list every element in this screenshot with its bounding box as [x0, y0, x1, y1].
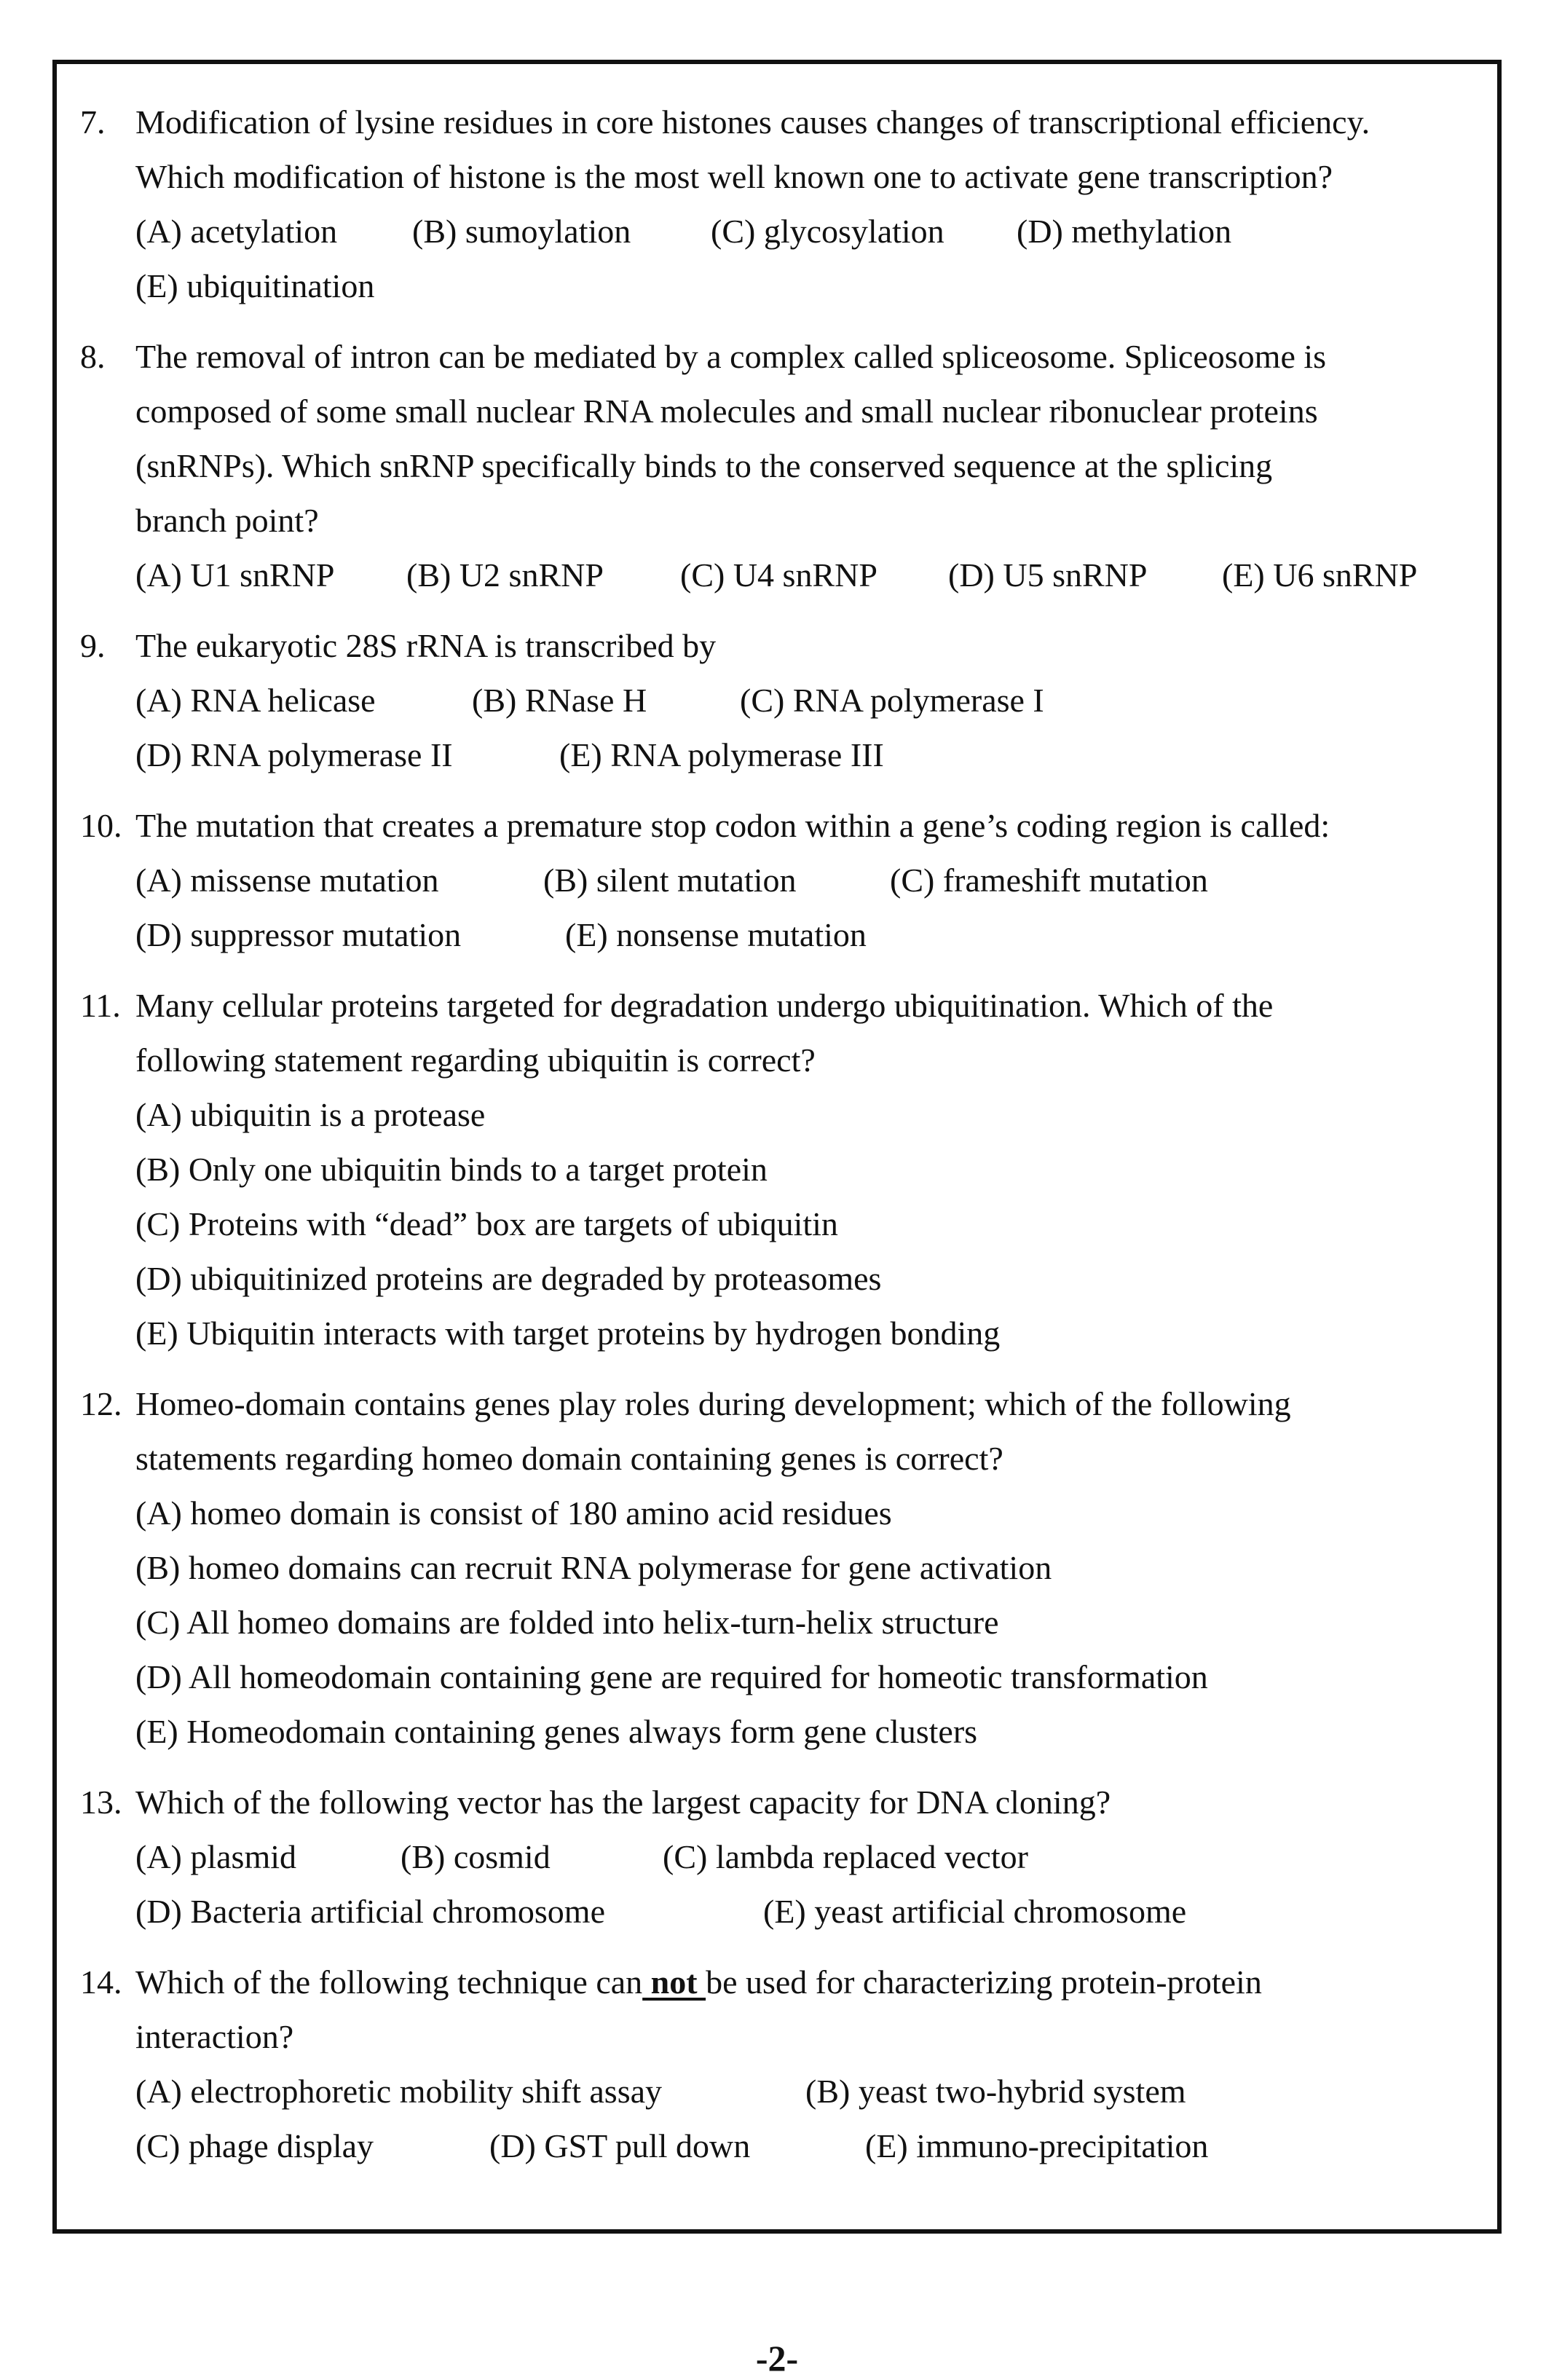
- option: (E) immuno-precipitation: [865, 2127, 1209, 2164]
- option-row: [80, 853, 1464, 907]
- option-row: [80, 548, 1464, 602]
- option: (A) electrophoretic mobility shift assay: [135, 2073, 663, 2110]
- option: (A) U1 snRNP: [135, 556, 335, 594]
- option: (B) silent mutation: [543, 862, 797, 899]
- option-row: [80, 2064, 1464, 2119]
- question-text: The removal of intron can be mediated by a complex called spliceosome. Spliceosome is: [135, 338, 1327, 375]
- option: (B) U2 snRNP: [406, 556, 604, 594]
- question-11: [80, 978, 1464, 1360]
- question-text: Modification of lysine residues in core histones causes changes of transcriptional efficiency.: [135, 103, 1370, 141]
- option: (D) methylation: [1017, 213, 1232, 250]
- question-10: [80, 798, 1464, 962]
- option-row: [80, 673, 1464, 728]
- exam-content: [80, 95, 1464, 2189]
- option: (C) RNA polymerase I: [740, 682, 1044, 719]
- option: (E) Homeodomain containing genes always form gene clusters: [135, 1713, 978, 1750]
- question-8: [80, 329, 1464, 602]
- option-row: [80, 907, 1464, 962]
- option: (D) All homeodomain containing gene are required for homeotic transformation: [135, 1658, 1208, 1695]
- question-text: branch point?: [135, 502, 319, 539]
- option: (E) RNA polymerase III: [559, 736, 884, 773]
- option: (C) Proteins with “dead” box are targets of ubiquitin: [135, 1205, 838, 1242]
- question-text: composed of some small nuclear RNA molecules and small nuclear ribonuclear proteins: [135, 393, 1318, 430]
- question-7: [80, 95, 1464, 313]
- option: (E) U6 snRNP: [1222, 556, 1418, 594]
- question-9: [80, 618, 1464, 782]
- option-row: [80, 2119, 1464, 2173]
- option: (C) U4 snRNP: [680, 556, 877, 594]
- option: (A) homeo domain is consist of 180 amino acid residues: [135, 1494, 892, 1532]
- question-text: Homeo-domain contains genes play roles during development; which of the following: [135, 1385, 1291, 1422]
- option: (B) RNase H: [472, 682, 647, 719]
- option: (D) GST pull down: [489, 2127, 751, 2164]
- question-text: [135, 1955, 1262, 2009]
- option: (B) yeast two-hybrid system: [805, 2073, 1186, 2110]
- option: (D) RNA polymerase II: [135, 736, 453, 773]
- question-14: [80, 1955, 1464, 2173]
- option-row: [80, 204, 1464, 259]
- question-13: [80, 1775, 1464, 1939]
- question-text: (snRNPs). Which snRNP specifically binds to the conserved sequence at the splicing: [135, 447, 1273, 484]
- option: (D) ubiquitinized proteins are degraded by proteasomes: [135, 1260, 882, 1297]
- option: (E) ubiquitination: [135, 267, 375, 304]
- question-number: 13.: [80, 1784, 122, 1821]
- option-row: [80, 1829, 1464, 1884]
- question-number: 11.: [80, 987, 121, 1024]
- page-number: -2-: [755, 2338, 799, 2379]
- option: (A) RNA helicase: [135, 682, 376, 719]
- option: (C) lambda replaced vector: [663, 1838, 1028, 1875]
- option-row: [80, 1884, 1464, 1939]
- option: (D) Bacteria artificial chromosome: [135, 1893, 605, 1930]
- option: (B) Only one ubiquitin binds to a target protein: [135, 1151, 768, 1188]
- option: (A) acetylation: [135, 213, 338, 250]
- question-text-part: Which of the following technique can: [135, 1963, 643, 2001]
- option: (B) sumoylation: [412, 213, 631, 250]
- option: (E) Ubiquitin interacts with target proteins by hydrogen bonding: [135, 1315, 1001, 1352]
- question-text: Which modification of histone is the most well known one to activate gene transcription?: [135, 158, 1333, 195]
- question-12: [80, 1376, 1464, 1759]
- question-number: 12.: [80, 1385, 122, 1422]
- option: (C) All homeo domains are folded into helix-turn-helix structure: [135, 1604, 999, 1641]
- question-number: 14.: [80, 1963, 122, 2001]
- question-text: following statement regarding ubiquitin is correct?: [135, 1041, 816, 1079]
- question-text: The eukaryotic 28S rRNA is transcribed by: [135, 627, 717, 664]
- question-number: 8.: [80, 338, 106, 375]
- option: (C) phage display: [135, 2127, 374, 2164]
- option: (E) yeast artificial chromosome: [763, 1893, 1187, 1930]
- question-number: 7.: [80, 103, 106, 141]
- question-text: Which of the following vector has the largest capacity for DNA cloning?: [135, 1784, 1111, 1821]
- option: (C) frameshift mutation: [890, 862, 1208, 899]
- option-row: [80, 259, 1464, 313]
- option: (D) suppressor mutation: [135, 916, 462, 953]
- question-text: The mutation that creates a premature stop codon within a gene’s coding region is called:: [135, 807, 1330, 844]
- question-number: 10.: [80, 807, 122, 844]
- option: (A) ubiquitin is a protease: [135, 1096, 486, 1133]
- option: (D) U5 snRNP: [948, 556, 1148, 594]
- question-text: interaction?: [135, 2018, 294, 2055]
- option: (C) glycosylation: [711, 213, 944, 250]
- option: (A) plasmid: [135, 1838, 297, 1875]
- question-text: statements regarding homeo domain containing genes is correct?: [135, 1440, 1003, 1477]
- question-number: 9.: [80, 627, 106, 664]
- option: (B) homeo domains can recruit RNA polymerase for gene activation: [135, 1549, 1052, 1586]
- question-text-part: be used for characterizing protein-protein: [706, 1963, 1262, 2001]
- emphasis-not: not: [642, 1963, 706, 2001]
- option-row: [80, 728, 1464, 782]
- option: (B) cosmid: [401, 1838, 551, 1875]
- option: (E) nonsense mutation: [565, 916, 867, 953]
- option: (A) missense mutation: [135, 862, 439, 899]
- question-text: Many cellular proteins targeted for degradation undergo ubiquitination. Which of the: [135, 987, 1274, 1024]
